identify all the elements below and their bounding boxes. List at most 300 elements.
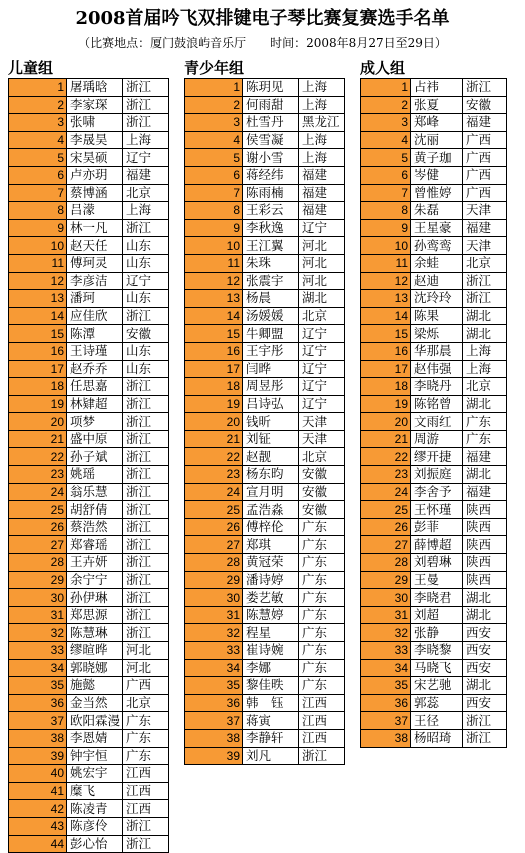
table-row (361, 342, 507, 360)
table-row (361, 360, 507, 378)
table-row (9, 395, 169, 413)
entry-number: 25 (9, 501, 67, 519)
entry-number: 4 (185, 131, 243, 149)
contestant-name: 李晓君 (411, 589, 463, 607)
province: 浙江 (123, 571, 169, 589)
province: 广东 (299, 677, 345, 695)
province: 天津 (299, 413, 345, 431)
table-row (9, 518, 169, 536)
contestant-name: 黎佳昳 (243, 677, 299, 695)
table-row (185, 518, 345, 536)
table-row (9, 589, 169, 607)
contestant-name: 钟宇恒 (67, 747, 123, 765)
contestant-name: 刘振庭 (411, 466, 463, 484)
entry-number: 33 (361, 642, 411, 660)
contestant-name: 傅珂灵 (67, 254, 123, 272)
table-row (9, 272, 169, 290)
province: 辽宁 (299, 378, 345, 396)
table-row (185, 483, 345, 501)
province: 广西 (123, 677, 169, 695)
province: 湖北 (299, 290, 345, 308)
contestant-name: 程星 (243, 624, 299, 642)
entry-number: 25 (361, 501, 411, 519)
contestant-name: 刘钲 (243, 430, 299, 448)
entry-number: 37 (185, 712, 243, 730)
province: 湖北 (463, 395, 507, 413)
contestant-name: 王径 (411, 712, 463, 730)
entry-number: 35 (185, 677, 243, 695)
entry-number: 41 (9, 782, 67, 800)
entry-number: 21 (185, 430, 243, 448)
contestant-name: 岑健 (411, 166, 463, 184)
entry-number: 1 (9, 79, 67, 97)
table-row (185, 272, 345, 290)
table-row (185, 712, 345, 730)
province: 广东 (123, 729, 169, 747)
entry-number: 23 (185, 466, 243, 484)
table-row (9, 571, 169, 589)
province: 广东 (299, 642, 345, 660)
province: 安徽 (123, 325, 169, 343)
province: 浙江 (123, 554, 169, 572)
contestant-name: 欧阳霖漫 (67, 712, 123, 730)
entry-number: 22 (185, 448, 243, 466)
entry-number: 37 (9, 712, 67, 730)
table-row (361, 149, 507, 167)
table-row (361, 131, 507, 149)
province: 陕西 (463, 571, 507, 589)
entry-number: 18 (9, 378, 67, 396)
province: 上海 (299, 131, 345, 149)
contestant-name: 杜雪丹 (243, 114, 299, 132)
table-row (185, 290, 345, 308)
contestant-name: 汤媛媛 (243, 307, 299, 325)
contestant-name: 吕濛 (67, 202, 123, 220)
table-row (9, 677, 169, 695)
province: 浙江 (123, 589, 169, 607)
contestant-name: 刘碧琳 (411, 554, 463, 572)
table-row (361, 483, 507, 501)
table-row (9, 729, 169, 747)
table-row (9, 765, 169, 783)
contestant-name: 李静轩 (243, 729, 299, 747)
province: 北京 (123, 184, 169, 202)
contestant-name: 谢小雪 (243, 149, 299, 167)
table-row (185, 114, 345, 132)
province: 广东 (299, 589, 345, 607)
table-row (185, 624, 345, 642)
table-row (361, 430, 507, 448)
contestant-name: 陈雨楠 (243, 184, 299, 202)
table-row (185, 307, 345, 325)
province: 浙江 (123, 624, 169, 642)
table-row (185, 131, 345, 149)
entry-number: 1 (361, 79, 411, 97)
province: 湖北 (463, 466, 507, 484)
contestant-name: 文雨红 (411, 413, 463, 431)
table-row (361, 466, 507, 484)
province: 江西 (299, 694, 345, 712)
province: 北京 (123, 694, 169, 712)
province: 浙江 (123, 430, 169, 448)
contestant-name: 侯雪凝 (243, 131, 299, 149)
contestant-name: 任思嘉 (67, 378, 123, 396)
entry-number: 15 (185, 325, 243, 343)
contestant-name: 赵迪 (411, 272, 463, 290)
table-row (9, 202, 169, 220)
province: 湖北 (463, 606, 507, 624)
contestant-table (8, 78, 169, 853)
entry-number: 32 (361, 624, 411, 642)
table-row (9, 536, 169, 554)
table-row (185, 149, 345, 167)
table-row (185, 606, 345, 624)
contestant-name: 盛中原 (67, 430, 123, 448)
contestant-name: 李晟昊 (67, 131, 123, 149)
province: 辽宁 (123, 272, 169, 290)
contestant-name: 姚瑶 (67, 466, 123, 484)
table-row (185, 342, 345, 360)
contestant-name: 缪暄晔 (67, 642, 123, 660)
contestant-name: 胡舒倩 (67, 501, 123, 519)
table-row (361, 659, 507, 677)
province: 浙江 (123, 413, 169, 431)
table-row (185, 413, 345, 431)
contestant-table (360, 78, 507, 748)
entry-number: 18 (361, 378, 411, 396)
province: 浙江 (123, 219, 169, 237)
table-row (185, 378, 345, 396)
entry-number: 9 (185, 219, 243, 237)
entry-number: 35 (361, 677, 411, 695)
contestant-name: 李家琛 (67, 96, 123, 114)
province: 浙江 (123, 448, 169, 466)
province: 安徽 (463, 96, 507, 114)
table-row (185, 166, 345, 184)
table-row (185, 184, 345, 202)
contestant-name: 张静 (411, 624, 463, 642)
province: 陕西 (463, 536, 507, 554)
entry-number: 37 (361, 712, 411, 730)
table-row (185, 747, 345, 765)
table-row (185, 677, 345, 695)
contestant-name: 林一凡 (67, 219, 123, 237)
contestant-name: 缪开捷 (411, 448, 463, 466)
province: 江西 (123, 800, 169, 818)
province: 上海 (123, 131, 169, 149)
table-row (185, 694, 345, 712)
contestant-name: 王彩云 (243, 202, 299, 220)
contestant-name: 陈彦伶 (67, 817, 123, 835)
entry-number: 29 (185, 571, 243, 589)
province: 浙江 (463, 712, 507, 730)
group-youth (184, 58, 345, 765)
province: 浙江 (123, 79, 169, 97)
province: 山东 (123, 254, 169, 272)
contestant-name: 朱磊 (411, 202, 463, 220)
table-row (361, 96, 507, 114)
table-row (361, 378, 507, 396)
table-row (361, 694, 507, 712)
entry-number: 22 (9, 448, 67, 466)
entry-number: 14 (361, 307, 411, 325)
contestant-name: 杨昭琦 (411, 729, 463, 747)
entry-number: 3 (9, 114, 67, 132)
entry-number: 8 (185, 202, 243, 220)
entry-number: 20 (9, 413, 67, 431)
entry-number: 21 (9, 430, 67, 448)
table-row (9, 219, 169, 237)
contestant-name: 屠瑀晗 (67, 79, 123, 97)
contestant-name: 李秋逸 (243, 219, 299, 237)
entry-number: 16 (185, 342, 243, 360)
entry-number: 31 (185, 606, 243, 624)
entry-number: 9 (9, 219, 67, 237)
contestant-name: 蒋寅 (243, 712, 299, 730)
entry-number: 11 (185, 254, 243, 272)
province: 陕西 (463, 518, 507, 536)
entry-number: 38 (9, 729, 67, 747)
province: 浙江 (123, 378, 169, 396)
table-row (185, 96, 345, 114)
contestant-name: 张震宇 (243, 272, 299, 290)
contestant-name: 杨东昀 (243, 466, 299, 484)
entry-number: 10 (9, 237, 67, 255)
province: 浙江 (463, 79, 507, 97)
contestant-name: 王曼 (411, 571, 463, 589)
contestant-name: 王江翼 (243, 237, 299, 255)
province: 天津 (299, 430, 345, 448)
entry-number: 26 (185, 518, 243, 536)
table-row (361, 166, 507, 184)
table-row (185, 536, 345, 554)
entry-number: 15 (361, 325, 411, 343)
contestant-name: 闫晔 (243, 360, 299, 378)
contestant-name: 傅梓伦 (243, 518, 299, 536)
table-row (9, 79, 169, 97)
province: 浙江 (123, 483, 169, 501)
contestant-table (184, 78, 345, 765)
entry-number: 17 (185, 360, 243, 378)
entry-number: 20 (185, 413, 243, 431)
province: 浙江 (123, 817, 169, 835)
table-row (185, 659, 345, 677)
entry-number: 24 (9, 483, 67, 501)
province: 广东 (463, 413, 507, 431)
province: 浙江 (123, 307, 169, 325)
contestant-name: 宋昊硕 (67, 149, 123, 167)
province: 北京 (299, 307, 345, 325)
province: 西安 (463, 694, 507, 712)
entry-number: 29 (361, 571, 411, 589)
table-row (185, 219, 345, 237)
contestant-name: 崔诗婉 (243, 642, 299, 660)
entry-number: 21 (361, 430, 411, 448)
contestant-name: 陈铭曾 (411, 395, 463, 413)
province: 辽宁 (299, 395, 345, 413)
contestant-name: 李晓丹 (411, 378, 463, 396)
province: 辽宁 (299, 219, 345, 237)
entry-number: 8 (361, 202, 411, 220)
province: 广东 (463, 430, 507, 448)
contestant-name: 占祎 (411, 79, 463, 97)
table-row (361, 624, 507, 642)
contestant-name: 李娜 (243, 659, 299, 677)
table-row (361, 729, 507, 747)
entry-number: 10 (185, 237, 243, 255)
table-row (361, 114, 507, 132)
entry-number: 24 (361, 483, 411, 501)
province: 浙江 (123, 518, 169, 536)
contestant-name: 蔡浩然 (67, 518, 123, 536)
entry-number: 17 (361, 360, 411, 378)
entry-number: 7 (361, 184, 411, 202)
entry-number: 32 (185, 624, 243, 642)
contestant-name: 何雨甜 (243, 96, 299, 114)
table-row (9, 114, 169, 132)
entry-number: 5 (361, 149, 411, 167)
entry-number: 15 (9, 325, 67, 343)
entry-number: 32 (9, 624, 67, 642)
table-row (361, 219, 507, 237)
province: 福建 (299, 184, 345, 202)
table-row (361, 184, 507, 202)
table-row (361, 413, 507, 431)
contestant-name: 王宇彤 (243, 342, 299, 360)
entry-number: 6 (9, 166, 67, 184)
contestant-name: 梁烁 (411, 325, 463, 343)
table-row (185, 395, 345, 413)
table-row (9, 184, 169, 202)
entry-number: 11 (9, 254, 67, 272)
entry-number: 8 (9, 202, 67, 220)
entry-number: 6 (361, 166, 411, 184)
contestant-name: 余蛙 (411, 254, 463, 272)
table-row (185, 79, 345, 97)
contestant-name: 赵乔乔 (67, 360, 123, 378)
entry-number: 12 (9, 272, 67, 290)
entry-number: 43 (9, 817, 67, 835)
contestant-name: 郑峰 (411, 114, 463, 132)
entry-number: 30 (185, 589, 243, 607)
table-row (9, 378, 169, 396)
table-row (185, 729, 345, 747)
table-row (9, 290, 169, 308)
table-row (9, 360, 169, 378)
entry-number: 33 (185, 642, 243, 660)
province: 辽宁 (299, 360, 345, 378)
province: 辽宁 (299, 325, 345, 343)
entry-number: 9 (361, 219, 411, 237)
entry-number: 39 (185, 747, 243, 765)
province: 陕西 (463, 554, 507, 572)
contestant-name: 施懿 (67, 677, 123, 695)
province: 辽宁 (299, 342, 345, 360)
province: 浙江 (123, 114, 169, 132)
province: 西安 (463, 624, 507, 642)
province: 广东 (299, 606, 345, 624)
province: 河北 (299, 237, 345, 255)
contestant-name: 王卉妍 (67, 554, 123, 572)
table-row (361, 589, 507, 607)
contestant-name: 彭菲 (411, 518, 463, 536)
province: 浙江 (463, 290, 507, 308)
table-row (9, 166, 169, 184)
entry-number: 19 (361, 395, 411, 413)
province: 山东 (123, 342, 169, 360)
province: 福建 (463, 483, 507, 501)
contestant-name: 宣月明 (243, 483, 299, 501)
province: 浙江 (123, 835, 169, 853)
venue-time-subtitle: （比赛地点：厦门鼓浪屿音乐厅 时间：2008年8月27日至29日） (78, 36, 447, 50)
entry-number: 4 (361, 131, 411, 149)
contestant-name: 潘诗婷 (243, 571, 299, 589)
group-heading: 青少年组 (184, 59, 245, 77)
contestant-name: 华那晨 (411, 342, 463, 360)
table-row (9, 342, 169, 360)
entry-number: 10 (361, 237, 411, 255)
province: 广东 (123, 712, 169, 730)
table-row (9, 782, 169, 800)
table-row (361, 79, 507, 97)
table-row (9, 430, 169, 448)
table-row (9, 642, 169, 660)
table-row (185, 466, 345, 484)
entry-number: 13 (361, 290, 411, 308)
contestant-name: 周游 (411, 430, 463, 448)
contestant-name: 孟浩淼 (243, 501, 299, 519)
contestant-name: 王怀瑾 (411, 501, 463, 519)
province: 湖北 (463, 307, 507, 325)
contestant-name: 林肄超 (67, 395, 123, 413)
group-children (8, 58, 169, 853)
contestant-name: 郭蕊 (411, 694, 463, 712)
table-row (9, 659, 169, 677)
province: 河北 (299, 272, 345, 290)
province: 天津 (463, 202, 507, 220)
province: 浙江 (123, 606, 169, 624)
province: 山东 (123, 290, 169, 308)
contestant-name: 余宁宁 (67, 571, 123, 589)
contestant-name: 郑睿瑶 (67, 536, 123, 554)
table-row (361, 554, 507, 572)
province: 上海 (463, 342, 507, 360)
contestant-name: 黄子珈 (411, 149, 463, 167)
province: 广东 (299, 554, 345, 572)
contestant-name: 李彦洁 (67, 272, 123, 290)
entry-number: 4 (9, 131, 67, 149)
table-row (185, 448, 345, 466)
province: 安徽 (299, 501, 345, 519)
province: 江西 (123, 765, 169, 783)
contestant-name: 陈玥见 (243, 79, 299, 97)
contestant-name: 蔡博涵 (67, 184, 123, 202)
contestant-name: 糜飞 (67, 782, 123, 800)
table-row (9, 466, 169, 484)
table-row (361, 712, 507, 730)
province: 西安 (463, 642, 507, 660)
contestant-name: 翁乐慧 (67, 483, 123, 501)
table-row (361, 290, 507, 308)
province: 浙江 (463, 729, 507, 747)
province: 河北 (299, 254, 345, 272)
contestant-name: 王诗瑾 (67, 342, 123, 360)
contestant-name: 刘凡 (243, 747, 299, 765)
contestant-name: 李舍予 (411, 483, 463, 501)
province: 河北 (123, 659, 169, 677)
group-adult (360, 58, 507, 748)
table-row (185, 571, 345, 589)
